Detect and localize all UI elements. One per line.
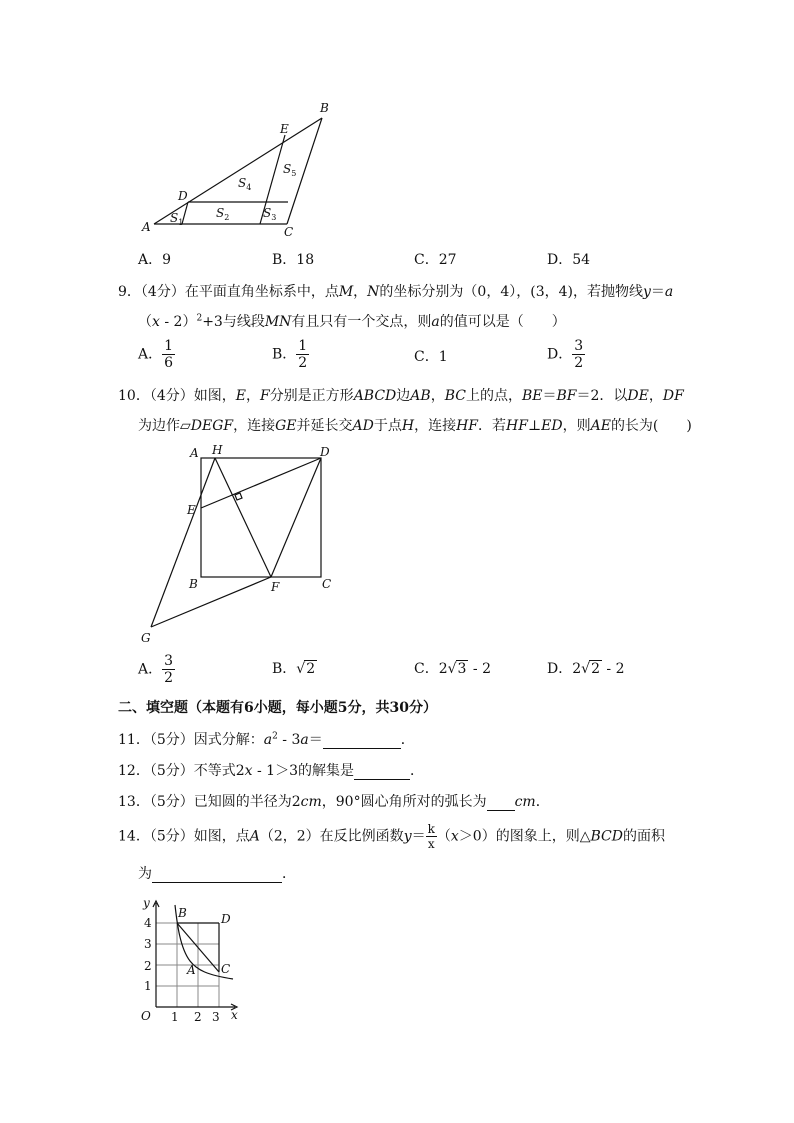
q14-line1: 14．（5分）如图，点A（2，2）在反比例函数y＝ $\frac{k}{x}$ （x＞0）的图象上，则△BCD的面积	[118, 822, 665, 851]
q14-figure	[135, 893, 250, 1028]
q12: 12．（5分）不等式2x - 1＞3的解集是 ．	[118, 763, 424, 779]
q8-option-a[interactable]: A．9	[138, 252, 172, 268]
label-G: G	[141, 631, 151, 645]
q8-figure	[130, 95, 350, 240]
label-A: A	[142, 220, 151, 234]
segment-AB	[154, 118, 322, 224]
right-angle-mark	[235, 493, 242, 500]
q9-option-c[interactable]: C．1	[414, 349, 448, 365]
label-S1: $S_1$	[170, 211, 184, 227]
label-S3: $S_3$	[263, 206, 277, 222]
label-H: H	[212, 443, 223, 457]
label-S4: $S_4$	[238, 176, 252, 192]
q10-option-c[interactable]: C．2√3 - 2	[414, 661, 492, 677]
tick-x2: 2	[194, 1010, 202, 1024]
q9-line1: 9．（4分）在平面直角坐标系中，点M，N的坐标分别为（0，4），(3，4)，若抛物线y＝a	[118, 284, 674, 300]
label-A: A	[187, 963, 196, 977]
label-S5: $S_5$	[283, 162, 297, 178]
segment-FG	[151, 577, 271, 627]
q8-option-d[interactable]: D．54	[547, 252, 591, 268]
label-E: E	[280, 122, 289, 136]
label-C: C	[322, 577, 332, 591]
label-O: O	[141, 1009, 151, 1023]
q10-line1: 10．（4分）如图，E，F分别是正方形ABCD边AB，BC上的点，BE＝BF＝2．以DE，DF	[118, 388, 684, 404]
label-C: C	[221, 962, 231, 976]
q9-line2: （x - 2）$^2$+3与线段MN有且只有一个交点，则a的值可以是（ ）	[138, 313, 566, 330]
q12-answer-blank[interactable]	[354, 763, 410, 780]
label-B: B	[320, 101, 329, 115]
label-S2: $S_2$	[216, 206, 230, 222]
tick-x3: 3	[212, 1010, 220, 1024]
label-y: y	[143, 896, 150, 910]
segment-GH	[151, 458, 215, 627]
section-heading: 二、填空题（本题有6小题，每小题5分，共30分）	[118, 700, 437, 716]
q11: 11．（5分）因式分解：$a^2 - 3a=$ ．	[118, 731, 415, 748]
label-A: A	[190, 446, 199, 460]
tick-y2: 2	[144, 959, 152, 973]
q10-option-b[interactable]: B．√2	[272, 661, 316, 677]
label-D: D	[221, 912, 231, 926]
label-E: E	[187, 503, 196, 517]
q8-option-b[interactable]: B．18	[272, 252, 315, 268]
q13: 13．（5分）已知圆的半径为2cm，90°圆心角所对的弧长为 cm．	[118, 794, 550, 810]
label-B: B	[189, 577, 198, 591]
q10-line2: 为边作▱DEGF，连接GE并延长交AD于点H，连接HF．若HF⊥ED，则AE的长为( )	[138, 418, 692, 434]
q10-option-a[interactable]: A． $\frac{3}{2}$	[138, 653, 174, 686]
label-x: x	[231, 1008, 238, 1022]
q10-option-d[interactable]: D．2√2 - 2	[547, 661, 625, 677]
tick-x1: 1	[171, 1010, 179, 1024]
label-D: D	[320, 445, 330, 459]
q9-option-a[interactable]: A． $\frac{1}{6}$	[138, 338, 174, 371]
segment-HF	[215, 458, 271, 577]
label-F: F	[271, 580, 280, 594]
q14-answer-blank[interactable]	[152, 866, 282, 883]
q8-option-c[interactable]: C．27	[414, 252, 457, 268]
q11-answer-blank[interactable]	[323, 732, 401, 749]
q9-option-d[interactable]: D． $\frac{3}{2}$	[547, 338, 584, 371]
label-D: D	[178, 189, 188, 203]
q9-option-b[interactable]: B． $\frac{1}{2}$	[272, 338, 308, 371]
q10-figure	[135, 440, 345, 650]
tick-y1: 1	[144, 979, 152, 993]
tick-y4: 4	[144, 916, 152, 930]
q13-answer-blank[interactable]	[487, 794, 515, 811]
label-C: C	[284, 225, 294, 239]
label-B: B	[178, 906, 187, 920]
tick-y3: 3	[144, 937, 152, 951]
q14-line2: 为 ．	[138, 866, 296, 882]
square-ABCD	[201, 458, 321, 577]
